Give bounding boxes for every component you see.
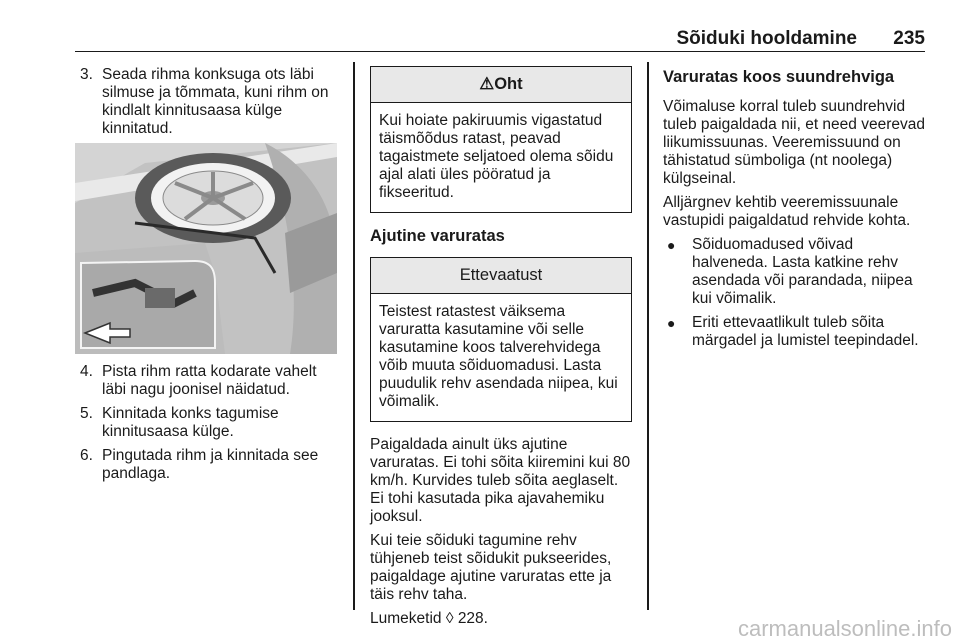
bullet-item xyxy=(663,236,928,308)
watermark: carmanualsonline.info xyxy=(737,616,952,641)
step-number: 5. xyxy=(80,405,93,422)
page-header xyxy=(75,30,925,52)
column-1 xyxy=(80,66,342,144)
bullet-item xyxy=(663,314,928,350)
step-text: Pingutada rihm ja kinnitada see pandlaga. xyxy=(102,447,319,482)
paragraph: Kui teie sõiduki tagumine rehv tühjeneb teist sõidukit pukseerides, paigaldage ajutine varuratas ette ja täis rehv taha. xyxy=(370,532,612,603)
danger-title: Oht xyxy=(494,75,523,93)
paragraph: Alljärgnev kehtib veeremissuunale vastupidi paigaldatud rehvide kohta. xyxy=(663,194,911,229)
danger-text: Kui hoiate pakiruumis vigastatud täismõõdus ratast, peavad tagaistmete seljatoed olema sõidu ajal alati üles pööratud ja fikseeritud. xyxy=(379,112,614,201)
reference-page: 228. xyxy=(457,610,488,627)
danger-box xyxy=(370,66,632,213)
step-number: 3. xyxy=(80,66,93,83)
step-text: Kinnitada konks tagumise kinnitusaasa külge. xyxy=(102,405,279,440)
column-divider-2 xyxy=(647,62,649,610)
bullet-text: Sõiduomadused võivad halveneda. Lasta katkine rehv asendada või parandada, niipea kui võimalik. xyxy=(692,236,913,307)
column-3 xyxy=(663,66,928,356)
step-text: Seada rihma konksuga ots läbi silmuse ja tõmmata, kuni rihm on kindlalt kinnitusaasa külge kinnitatud. xyxy=(102,66,329,137)
caution-text: Teistest ratastest väiksema varuratta kasutamine või selle kasutamine koos talverehvidega võib muuta sõiduomadusi. Lasta puudulik rehv asendada niipea, kui võimalik. xyxy=(379,303,618,410)
spare-wheel-illustration xyxy=(75,143,337,354)
column-1-steps xyxy=(80,363,342,489)
reference-arrow-icon: ◊ xyxy=(445,610,454,627)
reference-snow-chains xyxy=(370,610,632,628)
bullet-icon: ● xyxy=(667,237,676,253)
caution-title: Ettevaatust xyxy=(371,258,631,294)
bullet-text: Eriti ettevaatlikult tuleb sõita märgadel ja lumistel teepindadel. xyxy=(692,314,919,349)
bullet-icon: ● xyxy=(667,315,676,331)
section-heading-directional-spare: Varuratas koos suundrehviga xyxy=(663,68,895,86)
step-text: Pista rihm ratta kodarate vahelt läbi nagu joonisel näidatud. xyxy=(102,363,317,398)
danger-box-header xyxy=(371,67,631,103)
step-number: 4. xyxy=(80,363,93,380)
caution-box xyxy=(370,257,632,422)
paragraph: Võimaluse korral tuleb suundrehvid tuleb paigaldada nii, et need veerevad liikumissuunas. Veeremissuund on tähistatud sümboliga (nt noolega) külgseinal. xyxy=(663,98,925,187)
paragraph: Paigaldada ainult üks ajutine varuratas. Ei tohi sõita kiiremini kui 80 km/h. Kurvides tuleb sõita aeglaselt. Ei tohi kasutada pika ajavahemiku jooksul. xyxy=(370,436,631,525)
header-title: Sõiduki hooldamine xyxy=(676,28,857,49)
page-number: 235 xyxy=(893,28,925,49)
step-number: 6. xyxy=(80,447,93,464)
step-4 xyxy=(80,363,342,399)
reference-text: Lumeketid xyxy=(370,610,442,627)
section-heading-temporary-spare: Ajutine varuratas xyxy=(370,227,505,245)
column-2 xyxy=(370,66,632,634)
column-divider-1 xyxy=(353,62,355,610)
warning-triangle-icon: ⚠ xyxy=(479,75,495,93)
step-3 xyxy=(80,66,342,138)
step-6 xyxy=(80,447,342,483)
step-5 xyxy=(80,405,342,441)
spare-wheel-drawing xyxy=(75,143,337,354)
